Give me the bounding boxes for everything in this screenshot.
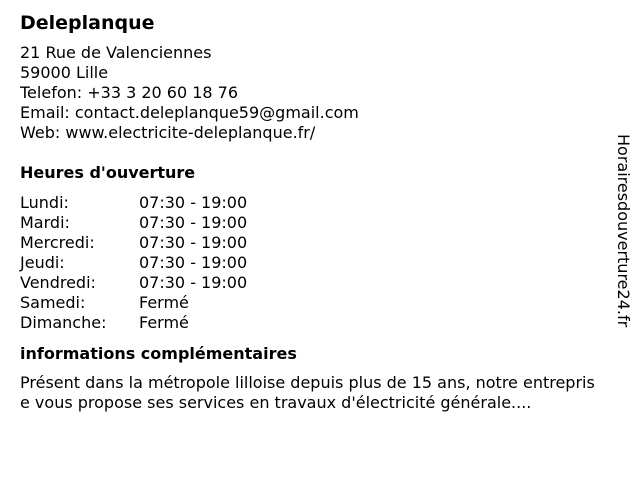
hours-row-wednesday [20, 233, 600, 253]
hours-row-sunday [20, 313, 600, 333]
hours-row-thursday [20, 253, 600, 273]
business-name: Deleplanque [20, 12, 155, 34]
day-hours: Fermé [139, 293, 189, 312]
phone-line: Telefon: +33 3 20 60 18 76 [20, 83, 239, 102]
day-label: Lundi: [20, 193, 69, 212]
hours-row-saturday [20, 293, 600, 313]
hours-row-tuesday [20, 213, 600, 233]
hours-row-friday [20, 273, 600, 293]
address-city: 59000 Lille [20, 63, 109, 82]
info-title: informations complémentaires [20, 344, 297, 363]
day-hours: 07:30 - 19:00 [139, 273, 248, 292]
site-watermark: Horairesdouverture24.fr [614, 134, 633, 328]
day-hours: 07:30 - 19:00 [139, 213, 248, 232]
info-text: Présent dans la métropole lilloise depuis plus de 15 ans, notre entreprise vous propose ses services en travaux d'électricité générale.... [20, 373, 595, 412]
day-label: Vendredi: [20, 273, 96, 292]
day-hours: 07:30 - 19:00 [139, 253, 248, 272]
day-label: Mercredi: [20, 233, 95, 252]
address-street: 21 Rue de Valenciennes [20, 43, 212, 62]
day-hours: Fermé [139, 313, 189, 332]
web-line: Web: www.electricite-deleplanque.fr/ [20, 123, 316, 142]
email-line: Email: contact.deleplanque59@gmail.com [20, 103, 359, 122]
day-label: Samedi: [20, 293, 86, 312]
day-label: Dimanche: [20, 313, 107, 332]
day-hours: 07:30 - 19:00 [139, 233, 248, 252]
hours-row-monday [20, 193, 600, 213]
day-label: Jeudi: [20, 253, 65, 272]
day-label: Mardi: [20, 213, 70, 232]
hours-title: Heures d'ouverture [20, 163, 196, 182]
day-hours: 07:30 - 19:00 [139, 193, 248, 212]
hours-table [20, 193, 600, 333]
business-card [20, 12, 600, 413]
